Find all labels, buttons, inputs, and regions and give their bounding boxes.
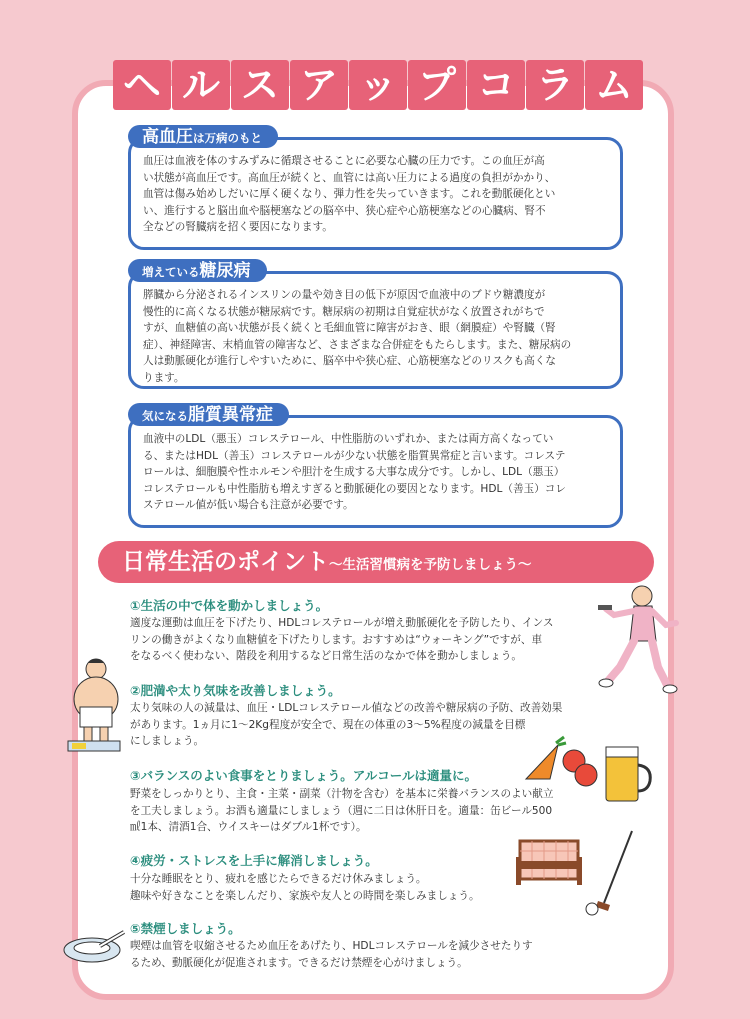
text-line: 血管は傷み始めしだいに厚く硬くなり、弾力性を失っていきます。これを動脈硬化とい bbox=[143, 188, 556, 200]
tag-text: は万病のもと bbox=[193, 131, 262, 145]
text-line: ロールは、細胞膜や性ホルモンや胆汁を生成する大事な成分です。しかし、LDL（悪玉） bbox=[143, 466, 565, 478]
hypertension-card bbox=[128, 137, 623, 250]
text-line: い状態が高血圧です。高血圧が続くと、血管には高い圧力による過度の負担がかかり、 bbox=[143, 171, 556, 184]
title-char: ル bbox=[172, 60, 230, 110]
text-line: があります。1ヵ月に1〜2Kg程度が安全で、現在の体重の3〜5%程度の減量を目標 bbox=[130, 718, 526, 731]
banner-subtitle: 〜生活習慣病を予防しましょう〜 bbox=[329, 557, 532, 573]
man-on-scale-illustration bbox=[62, 655, 134, 755]
text-line: 血圧は血液を体のすみずみに循環させることに必要な心臓の圧力です。この血圧が高 bbox=[143, 155, 545, 167]
title-char: ア bbox=[290, 60, 348, 110]
text-line: ります。 bbox=[143, 371, 185, 384]
point-heading: ③バランスのよい食事をとりましょう。アルコールは適量に。 bbox=[130, 768, 477, 783]
tag-text: 気になる bbox=[142, 409, 188, 423]
point-body bbox=[130, 700, 562, 750]
text-line: リンの働きがよくなり血糖値を下げたりします。おすすめは“ウォーキング”ですが、車 bbox=[130, 633, 543, 646]
text-line: る、またはHDL（善玉）コレステロールが少ない状態を脂質異常症と言います。コレステ bbox=[143, 449, 566, 462]
title-char: ラ bbox=[526, 60, 584, 110]
text-line: 慢性的に高くなる状態が糖尿病です。糖尿病の初期は自覚症状がなく放置されがちで bbox=[143, 305, 545, 318]
point-heading: ①生活の中で体を動かしましょう。 bbox=[130, 598, 329, 613]
title-char: ス bbox=[231, 60, 289, 110]
title-char: プ bbox=[408, 60, 466, 110]
daily-life-banner bbox=[98, 541, 654, 583]
text-line: ㎖1本、清酒1合、ウイスキーはダブル1杯です）。 bbox=[130, 821, 367, 833]
text-line: るため、動脈硬化が促進されます。できるだけ禁煙を心がけましょう。 bbox=[130, 956, 468, 969]
text-line: ステロール値が低い場合も注意が必要です。 bbox=[143, 499, 354, 511]
text-line: 喫煙は血管を収縮させるため血圧をあげたり、HDLコレステロールを減少させたりす bbox=[130, 940, 533, 952]
food-and-beer-illustration bbox=[520, 735, 660, 815]
tag-keyword: 高血圧 bbox=[142, 127, 193, 147]
text-line: 血液中のLDL（悪玉）コレステロール、中性脂肪のいずれか、または両方高くなってい bbox=[143, 433, 554, 445]
tag-keyword: 脂質異常症 bbox=[188, 405, 273, 425]
text-line: 人は動脈硬化が進行しやすいために、脳卒中や狭心症、心筋梗塞などのリスクも高くな bbox=[143, 355, 556, 367]
text-line: 太り気味の人の減量は、血圧・LDLコレステロール値などの改善や糖尿病の予防、改善効果 bbox=[130, 702, 563, 714]
tag-keyword: 糖尿病 bbox=[199, 261, 251, 281]
text-line: を工夫しましょう。お酒も適量にしましょう（週に二日は休肝日を。適量：缶ビール500 bbox=[130, 804, 553, 817]
bed-and-golf-illustration bbox=[512, 827, 652, 922]
banner-title: 日常生活のポイント bbox=[122, 549, 329, 575]
text-line: 野菜をしっかりとり、主食・主菜・副菜（汁物を含む）を基本に栄養バランスのよい献立 bbox=[130, 788, 554, 800]
title-char: コ bbox=[467, 60, 525, 110]
point-body bbox=[130, 871, 480, 904]
tag-text: 増えている bbox=[142, 265, 200, 279]
point-body bbox=[130, 938, 533, 971]
title-char: ム bbox=[585, 60, 643, 110]
text-line: 趣味や好きなことを楽しんだり、家族や友人との時間を楽しみましょう。 bbox=[130, 889, 480, 902]
point-body bbox=[130, 615, 554, 665]
text-line: 全などの腎臓病を招く要因になります。 bbox=[143, 221, 333, 233]
text-line: い、進行すると脳出血や脳梗塞などの脳卒中、狭心症や心筋梗塞などの心臓病、腎不 bbox=[143, 204, 546, 217]
text-line: 適度な運動は血圧を下げたり、HDLコレステロールが増え動脈硬化を予防したり、インス bbox=[130, 617, 554, 629]
dyslipidemia-tag bbox=[128, 403, 289, 426]
text-line: 十分な睡眠をとり、疲れを感じたらできるだけ休みましょう。 bbox=[130, 873, 427, 885]
point-body bbox=[130, 786, 553, 836]
text-line: にしましょう。 bbox=[130, 735, 205, 747]
point-heading: ④疲労・ストレスを上手に解消しましょう。 bbox=[130, 853, 378, 868]
exercising-woman-illustration bbox=[596, 583, 686, 693]
title-char: ッ bbox=[349, 60, 407, 110]
point-heading: ⑤禁煙しましょう。 bbox=[130, 921, 241, 936]
text-line: 症）、神経障害、末梢血管の障害など、さまざまな合併症をもたらします。また、糖尿病の bbox=[143, 338, 572, 351]
dyslipidemia-card bbox=[128, 415, 623, 528]
text-line: コレステロールも中性脂肪も増えすぎると動脈硬化の要因となります。HDL（善玉）コレ bbox=[143, 482, 566, 495]
ashtray-illustration bbox=[60, 920, 130, 970]
diabetes-card bbox=[128, 271, 623, 389]
text-line: 膵臓から分泌されるインスリンの量や効き目の低下が原因で血液中のブドウ糖濃度が bbox=[143, 289, 546, 301]
title-char: ヘ bbox=[113, 60, 171, 110]
diabetes-tag bbox=[128, 259, 267, 282]
hypertension-tag bbox=[128, 125, 278, 148]
text-line: すが、血糖値の高い状態が長く続くと毛細血管に障害がおき、眼（網膜症）や腎臓（腎 bbox=[143, 322, 556, 334]
point-heading: ②肥満や太り気味を改善しましょう。 bbox=[130, 683, 341, 698]
text-line: をなるべく使わない、階段を利用するなど日常生活のなかで体を動かしましょう。 bbox=[130, 650, 522, 662]
